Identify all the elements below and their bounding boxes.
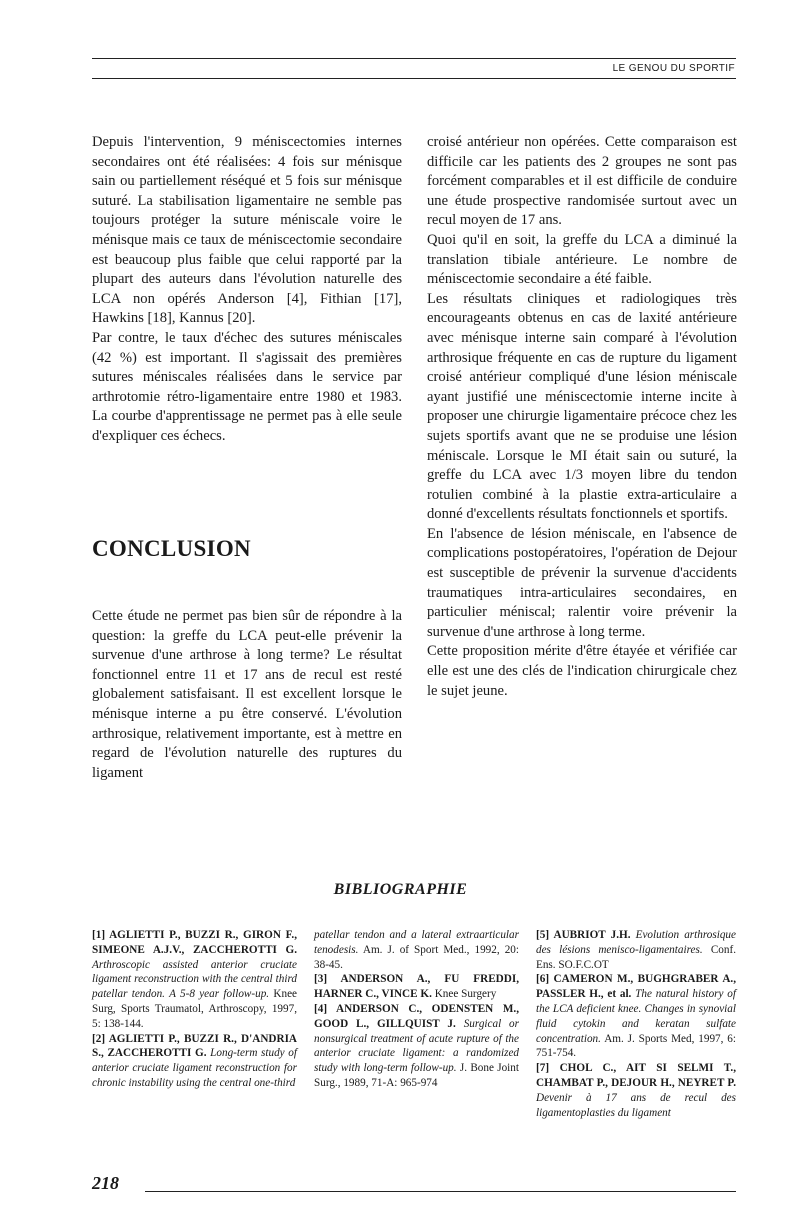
reference-authors: [1] AGLIETTI P., BUZZI R., GIRON F., SIMEONE A.J.V., ZACCHEROTTI G. [92, 929, 297, 956]
body-paragraph: Par contre, le taux d'échec des sutures méniscales (42 %) est important. Il s'agissait des premières sutures méniscales réalisées dans le service par arthrotomie rétro-ligamentaire entre 1980 et 1983. La courbe d'apprentissage ne permet pas à elle seule d'expliquer ces échecs. [92, 329, 402, 444]
body-paragraph: Cette étude ne permet pas bien sûr de répondre à la question: la greffe du LCA peut-elle prévenir la survenue d'une arthrose à long terme? Le résultat fonctionnel entre 11 et 17 ans de recul est resté globalement satisfaisant. Il est excellent lorsque le ménisque interne a pu être conservé. L'évolution arthrosique, relativement importante, est à mettre en regard de l'évolution naturelle des ruptures du ligament [92, 608, 402, 781]
body-paragraph: Les résultats cliniques et radiologiques très encourageants obtenus en cas de laxité antérieure avec ménisque interne sain comparé à l'évolution arthrosique fréquente en cas de rupture du ligament croisé antérieur compliqué d'une lésion méniscale ayant justifié une méniscectomie interne incite à proposer une chirurgie ligamentaire précoce chez les sujets sportifs avant que ne se produise une lésion méniscale. Lorsque le MI était sain ou suturé, la greffe du LCA avec 1/3 moyen libre du tendon rotulien combiné à la plastie extra-articulaire a donné d'excellents résultats fonctionnels et sportifs. [427, 290, 737, 523]
reference-source: Conf. Ens. SO.F.C.OT [536, 943, 736, 971]
bibliography-column-1 [92, 928, 297, 1091]
reference-source: Knee Surgery [434, 988, 497, 1001]
footer-rule [145, 1191, 736, 1192]
reference-source: Am. J. Sports Med, 1997, 6: 751-754. [536, 1032, 736, 1060]
reference-authors: [3] ANDERSON A., FU FREDDI, HARNER C., VINCE K. [314, 973, 519, 1001]
reference-title: Evolution arthrosique des lésions menisco-ligamentaires. [536, 929, 736, 956]
header-rule-bottom [92, 78, 736, 79]
right-column-body [427, 133, 737, 701]
reference-authors: [5] AUBRIOT J.H. [536, 929, 631, 941]
bibliography-column-2 [314, 928, 519, 1091]
bibliography-heading: BIBLIOGRAPHIE [333, 881, 468, 898]
reference-title: Devenir à 17 ans de recul des ligamentoplasties du ligament [536, 1091, 736, 1119]
reference-entry [536, 928, 736, 972]
reference-title: patellar tendon and a lateral extraarticular tenodesis. [314, 929, 519, 956]
reference-authors: [6] CAMERON M., BUGHGRABER A., PASSLER H., et al. [536, 973, 736, 1001]
header-rule-top [92, 58, 736, 59]
reference-title: Arthroscopic assisted anterior cruciate ligament reconstruction with the central third patellar tendon. A 5-8 year follow-up. [92, 958, 297, 1001]
reference-authors: [4] ANDERSON C., ODENSTEN M., GOOD L., GILLQUIST J. [314, 1002, 519, 1030]
body-paragraph: Cette proposition mérite d'être étayée et vérifiée car elle est une des clés de l'indication chirurgicale chez le sujet jeune. [427, 643, 737, 699]
reference-title: Long-term study of anterior cruciate ligament reconstruction for chronic instability using the central one-third [92, 1047, 297, 1089]
reference-source: Am. J. of Sport Med., 1992, 20: 38-45. [314, 943, 520, 971]
reference-source: J. Bone Joint Surg., 1989, 71-A: 965-974 [314, 1062, 519, 1089]
conclusion-left-body [92, 607, 402, 783]
reference-entry [314, 928, 519, 972]
body-paragraph: En l'absence de lésion méniscale, en l'absence de complications postopératoires, l'opération de Dejour est susceptible de prévenir la survenue d'accidents traumatiques intra-articulaires secondaires, en particulier méniscal; ralentir voire prévenir la survenue d'une arthrose à long terme. [427, 525, 737, 640]
body-paragraph: croisé antérieur non opérées. Cette comparaison est difficile car les patients des 2 groupes ne sont pas forcément comparables et il est difficile de conduire une étude prospective randomisée surtout avec un recul moyen de 17 ans. [427, 134, 737, 229]
reference-entry [92, 1032, 297, 1091]
body-paragraph: Quoi qu'il en soit, la greffe du LCA a diminué la translation tibiale antérieure. Le nombre de méniscectomie secondaire a été faible. [427, 231, 737, 288]
section-heading-conclusion: CONCLUSION [92, 536, 251, 561]
reference-source: Knee Surg, Sports Traumatol, Arthroscopy, 1997, 5: 138-144. [92, 988, 298, 1030]
reference-entry [536, 972, 736, 1061]
body-paragraph: Depuis l'intervention, 9 méniscectomies internes secondaires ont été réalisées: 4 fois sur ménisque sain ou partiellement réséqué et 5 fois sur ménisque suturé. La stabilisation ligamentaire ne semble pas toujours protéger la suture méniscale voire le ménisque mais ce taux de méniscectomie secondaire est beaucoup plus faible que celui rapporté par la plupart des auteurs dans l'évolution naturelle des LCA non opérés Anderson [4], Fithian [17], Hawkins [18], Kannus [20]. [92, 134, 402, 327]
reference-title: The natural history of the LCA deficient knee. Changes in synovial fluid cytokin and keratan sulfate concentration. [536, 988, 736, 1045]
reference-entry [92, 928, 297, 1032]
left-column-body [92, 133, 402, 447]
reference-entry [314, 972, 519, 1002]
bibliography-column-3 [536, 928, 736, 1120]
reference-title: Surgical or nonsurgical treatment of acute rupture of the anterior cruciate ligament: a randomized study with long-term follow-up. [314, 1017, 520, 1075]
reference-authors: [7] CHOL C., AIT SI SELMI T., CHAMBAT P., DEJOUR H., NEYRET P. [536, 1062, 736, 1089]
reference-entry [314, 1002, 519, 1091]
page-number: 218 [92, 1173, 119, 1193]
reference-authors: [2] AGLIETTI P., BUZZI R., D'ANDRIA S., ZACCHEROTTI G. [92, 1032, 297, 1060]
reference-entry [536, 1061, 736, 1120]
running-head: LE GENOU DU SPORTIF [612, 63, 735, 74]
